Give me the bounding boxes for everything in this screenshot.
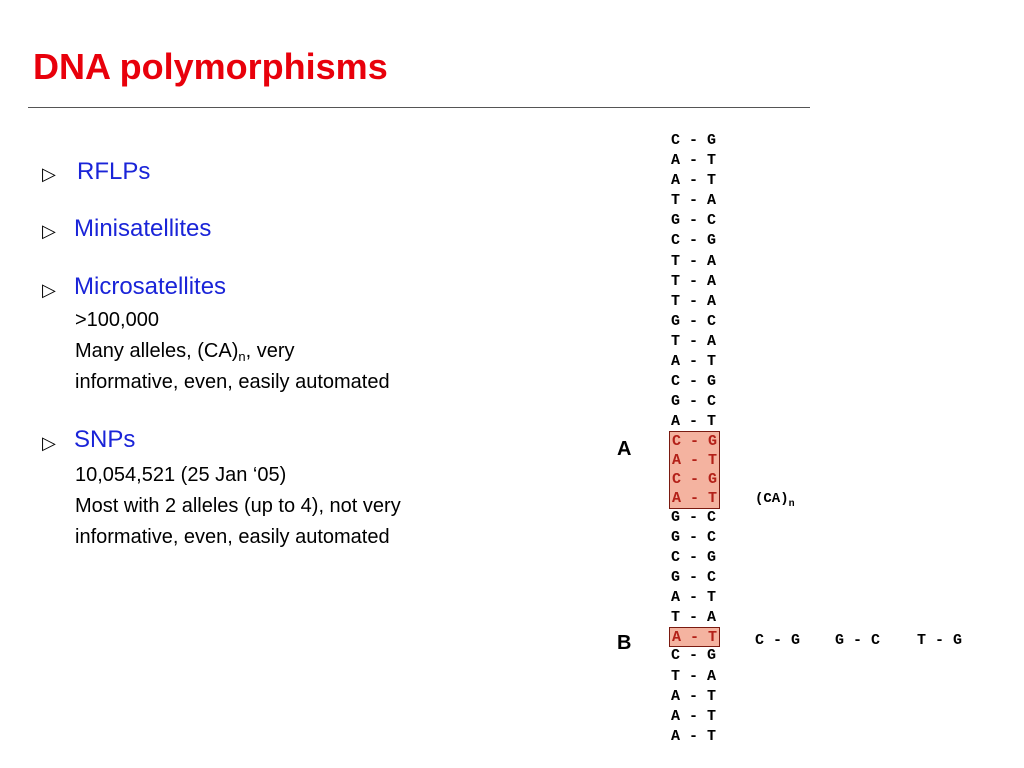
snp-count: 10,054,521 (25 Jan ‘05) [75, 464, 287, 486]
base-pair: A - T [671, 589, 717, 607]
snp-alleles: Most with 2 alleles (up to 4), not very [75, 495, 401, 517]
snp-alternative: T - G [917, 632, 963, 649]
ca-repeat-pair: A - T [669, 451, 720, 471]
bullet-microsatellites: Microsatellites [74, 273, 227, 300]
ca-repeat-pair: C - G [669, 470, 720, 490]
microsatellite-informative: informative, even, easily automated [75, 371, 390, 393]
base-pair: T - A [671, 332, 717, 350]
base-pair: A - T [671, 707, 717, 725]
bullet-rflps: RFLPs [77, 158, 151, 185]
base-pair: C - G [671, 373, 717, 391]
triangle-right-icon: ▷ [42, 433, 56, 453]
triangle-right-icon: ▷ [42, 221, 56, 241]
ca-repeat-pair: A - T [669, 489, 720, 509]
title-divider [28, 107, 810, 108]
dna-sequence [671, 131, 720, 747]
base-pair: C - G [671, 548, 717, 566]
base-pair: A - T [671, 727, 717, 745]
base-pair: A - T [671, 172, 717, 190]
base-pair: G - C [671, 569, 717, 587]
base-pair: A - T [671, 152, 717, 170]
base-pair: T - A [671, 272, 717, 290]
snp-pair: A - T [669, 627, 720, 647]
marker-b: B [617, 632, 632, 654]
base-pair: T - A [671, 667, 717, 685]
microsatellite-alleles: Many alleles, $(CA)_n$, very [75, 340, 295, 364]
base-pair: G - C [671, 312, 717, 330]
base-pair: G - C [671, 528, 717, 546]
slide-title: DNA polymorphisms [33, 46, 388, 87]
triangle-right-icon: ▷ [42, 164, 56, 184]
base-pair: G - C [671, 393, 717, 411]
snp-alternative: C - G [755, 632, 801, 649]
base-pair: T - A [671, 609, 717, 627]
triangle-right-icon: ▷ [42, 280, 56, 300]
base-pair: C - G [671, 132, 717, 149]
ca-repeat-pair: C - G [669, 431, 720, 451]
base-pair: T - A [671, 292, 717, 310]
base-pair: C - G [671, 647, 717, 665]
base-pair: G - C [671, 212, 717, 230]
snp-alternative: G - C [835, 632, 881, 649]
ca-repeat-label: $(CA)_n$ [755, 491, 795, 510]
base-pair: G - C [671, 508, 717, 526]
base-pair: T - A [671, 252, 717, 270]
snp-informative: informative, even, easily automated [75, 526, 390, 548]
microsatellite-count: >100,000 [75, 309, 159, 331]
bullet-minisatellites: Minisatellites [74, 215, 212, 242]
base-pair: C - G [671, 232, 717, 250]
base-pair: A - T [671, 413, 717, 431]
bullet-snps: SNPs [74, 426, 136, 453]
marker-a: A [617, 438, 632, 460]
base-pair: T - A [671, 192, 717, 210]
base-pair: A - T [671, 353, 717, 371]
base-pair: A - T [671, 687, 717, 705]
